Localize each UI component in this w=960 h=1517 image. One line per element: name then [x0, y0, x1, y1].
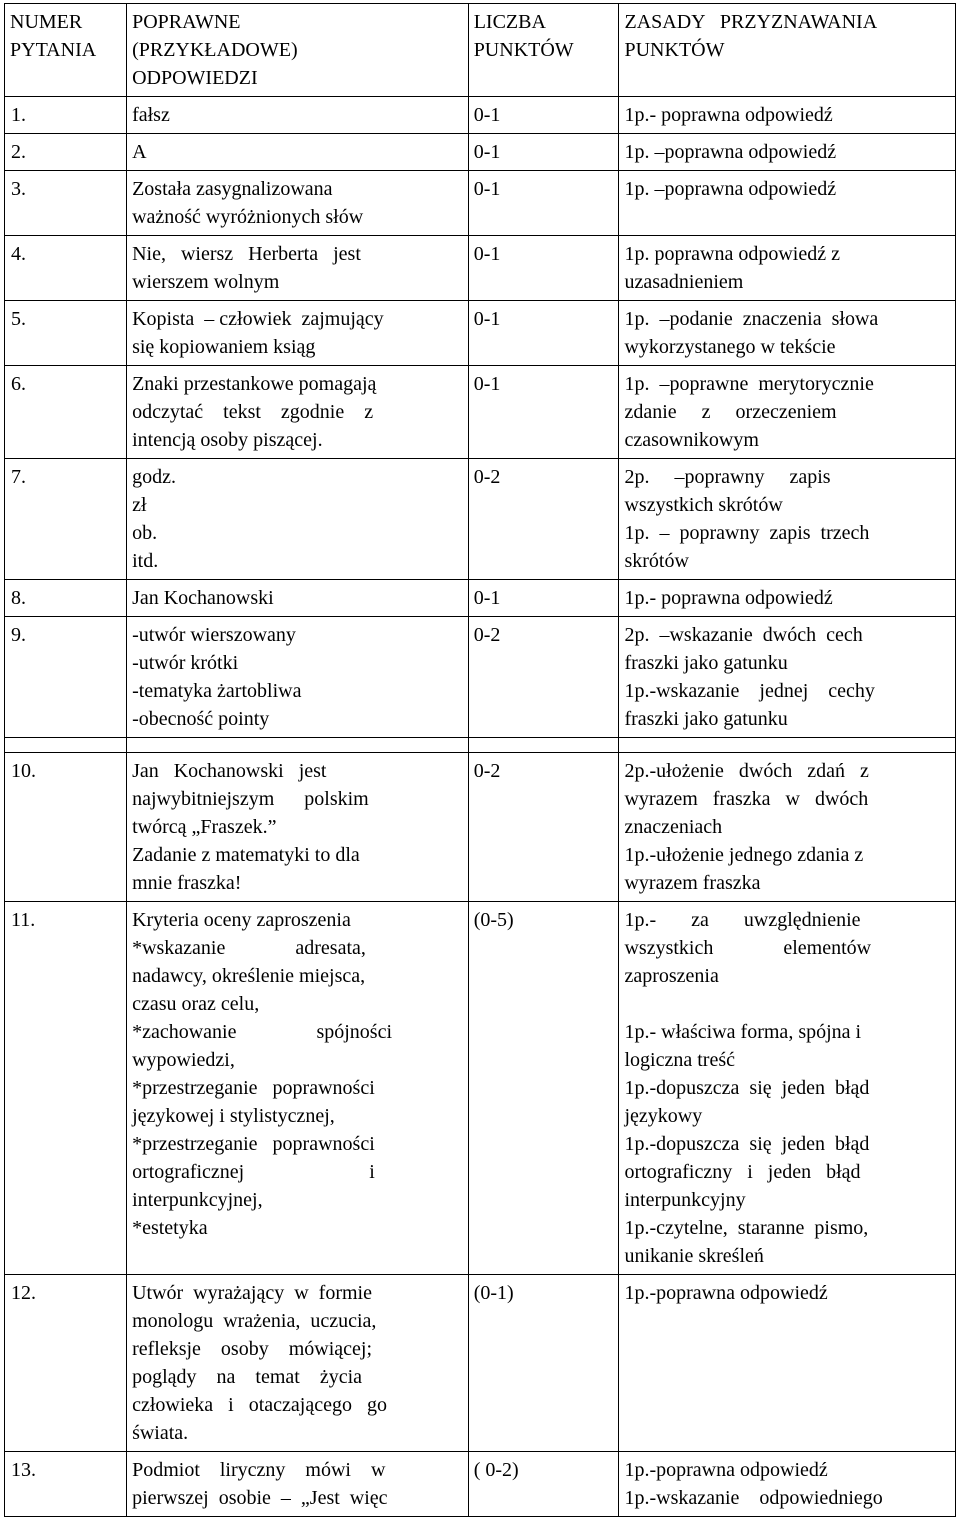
answer-cell [127, 459, 469, 580]
points-cell [468, 97, 619, 134]
question-number-cell-value: 11. [11, 909, 36, 931]
answer-cell-line: -tematyka żartobliwa [132, 680, 302, 702]
gap-cell [127, 738, 469, 753]
answer-cell-line: poglądy na temat życia [132, 1366, 362, 1388]
scoring-rules-cell-line: 1p.-wskazanie odpowiedniego [624, 1487, 883, 1509]
scoring-rules-cell-line: wyrazem fraszka [624, 872, 761, 894]
answer-cell-line: wypowiedzi, [132, 1049, 235, 1071]
scoring-rules-cell-line: zdanie z orzeczeniem [624, 401, 837, 423]
scoring-rules-cell [619, 617, 956, 738]
scoring-rules-cell [619, 171, 956, 236]
answer-cell-line: się kopiowaniem ksiąg [132, 336, 316, 358]
answer-cell-line: pierwszej osobie – „Jest więc [132, 1487, 388, 1509]
points-cell-value: 0-1 [473, 308, 501, 330]
scoring-rules-cell [619, 753, 956, 902]
scoring-rules-cell-line: 1p. poprawna odpowiedź z [624, 243, 840, 265]
scoring-rules-cell-line: 1p. –poprawne merytorycznie [624, 373, 874, 395]
answer-cell-line: Zadanie z matematyki to dla [132, 844, 360, 866]
question-number-cell [5, 301, 127, 366]
answer-cell-line: -obecność pointy [132, 708, 270, 730]
scoring-rules-cell-line: 1p.- poprawna odpowiedź [624, 587, 833, 609]
answer-cell-line: wierszem wolnym [132, 271, 280, 293]
answer-cell-line: ob. [132, 522, 158, 544]
scoring-rules-cell [619, 97, 956, 134]
scoring-rules-cell-line: fraszki jako gatunku [624, 708, 788, 730]
scoring-rules-cell-line: wszystkich elementów [624, 937, 872, 959]
scoring-rules-cell-line: 2p. –wskazanie dwóch cech [624, 624, 863, 646]
scoring-rules-cell-line: uzasadnieniem [624, 271, 744, 293]
answer-cell-line: twórcą „Fraszek.” [132, 816, 277, 838]
points-cell-value: 0-1 [473, 141, 501, 163]
answer-cell-line: intencją osoby piszącej. [132, 429, 323, 451]
header-row [5, 4, 956, 97]
page-gap [5, 738, 956, 753]
question-number-cell [5, 459, 127, 580]
scoring-rules-cell-line: 2p.-ułożenie dwóch zdań z [624, 760, 869, 782]
answer-cell-line: *estetyka [132, 1217, 208, 1239]
question-number-cell [5, 134, 127, 171]
question-number-cell [5, 366, 127, 459]
gap-cell [619, 738, 956, 753]
gap-cell [5, 738, 127, 753]
table-row [5, 1452, 956, 1517]
question-number-cell [5, 580, 127, 617]
answer-cell [127, 134, 469, 171]
answer-cell-line: A [132, 141, 147, 163]
answer-key-table [4, 3, 956, 1517]
answer-cell [127, 753, 469, 902]
table-row [5, 171, 956, 236]
answer-cell [127, 171, 469, 236]
answer-cell-line: Podmiot liryczny mówi w [132, 1459, 386, 1481]
answer-cell [127, 902, 469, 1275]
scoring-rules-cell-line: skrótów [624, 550, 689, 572]
table-row [5, 97, 956, 134]
points-cell [468, 902, 619, 1275]
scoring-rules-cell-line: fraszki jako gatunku [624, 652, 788, 674]
scoring-rules-cell-line: logiczna treść [624, 1049, 735, 1071]
question-number-cell [5, 617, 127, 738]
question-number-cell-value: 13. [11, 1459, 36, 1481]
answer-cell-line: najwybitniejszym polskim [132, 788, 369, 810]
table-row [5, 134, 956, 171]
points-cell-value: (0-5) [473, 909, 514, 931]
scoring-rules-cell-line: 1p.-poprawna odpowiedź [624, 1282, 828, 1304]
answer-cell-line: Nie, wiersz Herberta jest [132, 243, 361, 265]
header-scoring-rules: ZASADY PRZYZNAWANIA PUNKTÓW [619, 4, 956, 97]
question-number-cell [5, 1452, 127, 1517]
points-cell [468, 1452, 619, 1517]
scoring-rules-cell [619, 902, 956, 1275]
question-number-cell-value: 10. [11, 760, 36, 782]
answer-cell-line: *przestrzeganie poprawności [132, 1077, 375, 1099]
scoring-rules-cell [619, 366, 956, 459]
points-cell-value: 0-1 [473, 373, 501, 395]
scoring-rules-cell-line: interpunkcyjny [624, 1189, 746, 1211]
points-cell [468, 301, 619, 366]
answer-cell [127, 580, 469, 617]
scoring-rules-cell-line: 1p. –poprawna odpowiedź [624, 178, 837, 200]
scoring-rules-cell-line: 1p.-ułożenie jednego zdania z [624, 844, 864, 866]
points-cell-value: 0-1 [473, 587, 501, 609]
points-cell [468, 366, 619, 459]
answer-cell-line: Jan Kochanowski jest [132, 760, 327, 782]
points-cell-value: 0-2 [473, 466, 501, 488]
points-cell [468, 753, 619, 902]
points-cell [468, 236, 619, 301]
scoring-rules-cell-line: 1p.- za uwzględnienie [624, 909, 861, 931]
answer-cell-line: Jan Kochanowski [132, 587, 274, 609]
answer-cell [127, 617, 469, 738]
points-cell-value: 0-1 [473, 243, 501, 265]
points-cell [468, 1275, 619, 1452]
scoring-rules-cell-line: 1p.-wskazanie jednej cechy [624, 680, 875, 702]
scoring-rules-cell-line: 1p.-poprawna odpowiedź [624, 1459, 828, 1481]
scoring-rules-cell-line: wykorzystanego w tekście [624, 336, 836, 358]
table-row [5, 902, 956, 1275]
points-cell [468, 617, 619, 738]
table-row [5, 580, 956, 617]
scoring-rules-cell-line: 1p.-czytelne, staranne pismo, [624, 1217, 869, 1239]
table-row [5, 1275, 956, 1452]
answer-cell-line: fałsz [132, 104, 170, 126]
scoring-rules-cell-line: wyrazem fraszka w dwóch [624, 788, 869, 810]
scoring-rules-cell-line [624, 990, 950, 1018]
table-row [5, 236, 956, 301]
answer-cell-line: ortograficznej i [132, 1161, 375, 1183]
table-row [5, 301, 956, 366]
question-number-cell-value: 5. [11, 308, 26, 330]
scoring-rules-cell-line: 1p.- poprawna odpowiedź [624, 104, 833, 126]
table-row [5, 753, 956, 902]
answer-cell-line: godz. [132, 466, 176, 488]
answer-cell-line: refleksje osoby mówiącej; [132, 1338, 373, 1360]
header-question-number: NUMER PYTANIA [5, 4, 127, 97]
scoring-rules-cell-line: 1p.-dopuszcza się jeden błąd [624, 1133, 870, 1155]
scoring-rules-cell-line: językowy [624, 1105, 703, 1127]
scoring-rules-cell-line: 2p. –poprawny zapis [624, 466, 831, 488]
answer-cell-line: -utwór krótki [132, 652, 239, 674]
question-number-cell-value: 7. [11, 466, 26, 488]
question-number-cell-value: 8. [11, 587, 26, 609]
points-cell [468, 171, 619, 236]
answer-cell-line: Znaki przestankowe pomagają [132, 373, 377, 395]
points-cell [468, 134, 619, 171]
answer-cell-line: nadawcy, określenie miejsca, [132, 965, 366, 987]
question-number-cell [5, 97, 127, 134]
table-row [5, 366, 956, 459]
answer-cell-line: *przestrzeganie poprawności [132, 1133, 375, 1155]
points-cell-value: 0-1 [473, 104, 501, 126]
answer-cell-line: *zachowanie spójności [132, 1021, 393, 1043]
points-cell [468, 459, 619, 580]
answer-cell-line: Została zasygnalizowana [132, 178, 333, 200]
scoring-rules-cell [619, 580, 956, 617]
answer-cell [127, 1275, 469, 1452]
gap-cell [468, 738, 619, 753]
header-correct-answers: POPRAWNE (PRZYKŁADOWE) ODPOWIEDZI [127, 4, 469, 97]
question-number-cell-value: 12. [11, 1282, 36, 1304]
scoring-rules-cell-line: ortograficzny i jeden błąd [624, 1161, 861, 1183]
scoring-rules-cell-line: zaproszenia [624, 965, 719, 987]
answer-cell-line: Kryteria oceny zaproszenia [132, 909, 351, 931]
answer-cell-line: monologu wrażenia, uczucia, [132, 1310, 377, 1332]
scoring-rules-cell-line: 1p. –podanie znaczenia słowa [624, 308, 879, 330]
answer-cell-line: ważność wyróżnionych słów [132, 206, 364, 228]
question-number-cell-value: 1. [11, 104, 26, 126]
scoring-rules-cell-line: 1p. –poprawna odpowiedź [624, 141, 837, 163]
answer-cell [127, 301, 469, 366]
table-row [5, 617, 956, 738]
points-cell-value: (0-1) [473, 1282, 514, 1304]
answer-cell-line: odczytać tekst zgodnie z [132, 401, 374, 423]
question-number-cell [5, 753, 127, 902]
table-row [5, 459, 956, 580]
answer-cell-line: czasu oraz celu, [132, 993, 260, 1015]
scoring-rules-cell [619, 1275, 956, 1452]
scoring-rules-cell [619, 1452, 956, 1517]
question-number-cell-value: 9. [11, 624, 26, 646]
answer-cell-line: zł [132, 494, 147, 516]
answer-cell [127, 236, 469, 301]
answer-cell-line: Utwór wyrażający w formie [132, 1282, 372, 1304]
answer-cell-line: językowej i stylistycznej, [132, 1105, 335, 1127]
points-cell-value: ( 0-2) [473, 1459, 519, 1481]
scoring-rules-cell-line: 1p. – poprawny zapis trzech [624, 522, 870, 544]
answer-cell-line: interpunkcyjnej, [132, 1189, 263, 1211]
answer-cell-line: itd. [132, 550, 159, 572]
answer-cell-line: mnie fraszka! [132, 872, 242, 894]
points-cell [468, 580, 619, 617]
scoring-rules-cell [619, 134, 956, 171]
question-number-cell-value: 2. [11, 141, 26, 163]
scoring-rules-cell-line: 1p.-dopuszcza się jeden błąd [624, 1077, 870, 1099]
answer-cell-line: człowieka i otaczającego go [132, 1394, 387, 1416]
scoring-rules-cell-line: unikanie skreśleń [624, 1245, 764, 1267]
answer-cell-line: -utwór wierszowany [132, 624, 296, 646]
answer-cell-line: Kopista – człowiek zajmujący [132, 308, 384, 330]
answer-cell [127, 97, 469, 134]
scoring-rules-cell [619, 236, 956, 301]
header-points: LICZBA PUNKTÓW [468, 4, 619, 97]
scoring-rules-cell-line: czasownikowym [624, 429, 759, 451]
scoring-rules-cell [619, 301, 956, 366]
points-cell-value: 0-1 [473, 178, 501, 200]
points-cell-value: 0-2 [473, 624, 501, 646]
answer-cell [127, 366, 469, 459]
question-number-cell [5, 236, 127, 301]
answer-cell-line: *wskazanie adresata, [132, 937, 366, 959]
scoring-rules-cell-line: znaczeniach [624, 816, 723, 838]
question-number-cell [5, 1275, 127, 1452]
answer-cell [127, 1452, 469, 1517]
question-number-cell-value: 6. [11, 373, 26, 395]
scoring-rules-cell [619, 459, 956, 580]
scoring-rules-cell-line: wszystkich skrótów [624, 494, 783, 516]
question-number-cell-value: 4. [11, 243, 26, 265]
question-number-cell [5, 902, 127, 1275]
points-cell-value: 0-2 [473, 760, 501, 782]
scoring-rules-cell-line: 1p.- właściwa forma, spójna i [624, 1021, 862, 1043]
question-number-cell [5, 171, 127, 236]
question-number-cell-value: 3. [11, 178, 26, 200]
answer-cell-line: świata. [132, 1422, 189, 1444]
